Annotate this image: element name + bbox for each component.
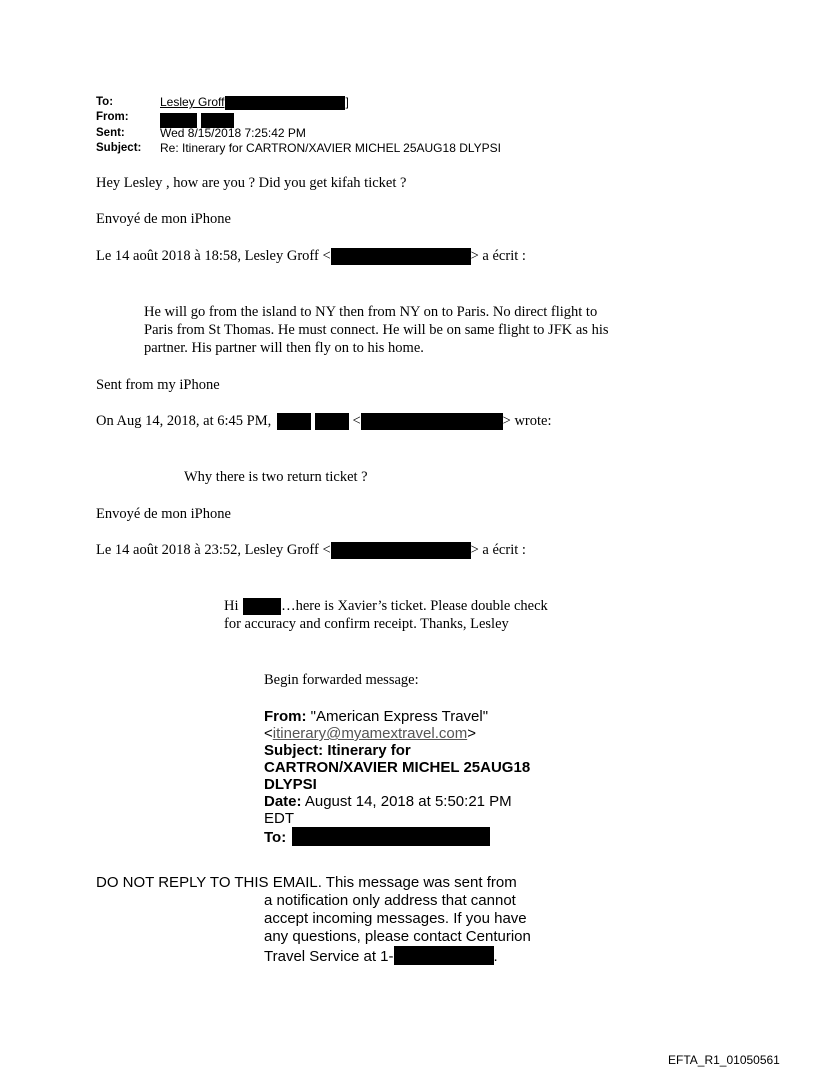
fwd-subject-l3 xyxy=(264,776,530,793)
hi-line xyxy=(224,598,548,615)
to-name: Lesley Groff xyxy=(160,95,225,109)
hi-prefix: Hi xyxy=(224,598,239,614)
signature-line: Envoyé de mon iPhone xyxy=(96,211,231,227)
subject-value: Re: Itinerary for CARTRON/XAVIER MICHEL 25AUG18 DLYPSI xyxy=(160,141,501,155)
notice-phone-prefix: Travel Service at 1- xyxy=(264,948,394,965)
fwd-email-line xyxy=(264,725,530,742)
fwd-subject-l1 xyxy=(264,742,530,759)
to-value xyxy=(160,95,349,110)
redaction xyxy=(315,413,349,430)
quote-header-prefix: Le 14 août 2018 à 18:58, Lesley Groff < xyxy=(96,248,331,264)
redaction xyxy=(361,413,503,430)
sent-label: Sent: xyxy=(96,127,125,139)
redaction xyxy=(394,946,494,965)
redaction xyxy=(277,413,311,430)
subject-label: Subject: xyxy=(96,142,142,154)
fwd-email-gt: > xyxy=(467,725,476,742)
quote-header xyxy=(96,248,526,265)
fwd-to-label: To: xyxy=(264,829,287,846)
fwd-from-label: From: xyxy=(264,708,307,725)
quote-header-suffix: > a écrit : xyxy=(470,248,526,264)
sent-value: Wed 8/15/2018 7:25:42 PM xyxy=(160,126,306,140)
fwd-subject-text: Subject: Itinerary for xyxy=(264,742,411,759)
begin-forwarded: Begin forwarded message: xyxy=(264,672,419,688)
greeting-line: Hey Lesley , how are you ? Did you get kifah ticket ? xyxy=(96,175,407,191)
redaction xyxy=(225,96,345,110)
quote-header-suffix: > a écrit : xyxy=(470,542,526,558)
notice-phone-suffix: . xyxy=(493,948,498,965)
redaction xyxy=(331,248,471,265)
fwd-email-lt: < xyxy=(264,725,273,742)
hi-rest: …here is Xavier’s ticket. Please double check xyxy=(281,598,548,614)
fwd-subject-l2 xyxy=(264,759,530,776)
from-label: From: xyxy=(96,111,129,123)
redaction xyxy=(292,827,490,846)
notice-line xyxy=(264,946,498,965)
signature-line: Sent from my iPhone xyxy=(96,377,220,393)
fwd-from-line xyxy=(264,708,530,725)
fwd-date-value: August 14, 2018 at 5:50:21 PM xyxy=(301,793,512,810)
quote-header xyxy=(96,542,526,559)
notice-line: a notification only address that cannot xyxy=(264,892,516,909)
paragraph-line: He will go from the island to NY then from NY on to Paris. No direct flight to xyxy=(144,304,598,320)
signature-line: Envoyé de mon iPhone xyxy=(96,506,231,522)
paragraph-line: Paris from St Thomas. He must connect. He will be on same flight to JFK as his xyxy=(144,322,609,338)
notice-line: DO NOT REPLY TO THIS EMAIL. This message was sent from xyxy=(96,874,517,891)
notice-line: accept incoming messages. If you have xyxy=(264,910,527,927)
fwd-subject-text: CARTRON/XAVIER MICHEL 25AUG18 xyxy=(264,759,531,776)
quote-header-prefix: Le 14 août 2018 à 23:52, Lesley Groff < xyxy=(96,542,331,558)
question-line: Why there is two return ticket ? xyxy=(184,469,368,485)
quote-header-lt: < xyxy=(352,413,361,429)
quote-header-suffix: > wrote: xyxy=(502,413,552,429)
document-id: EFTA_R1_01050561 xyxy=(668,1053,780,1067)
redaction xyxy=(331,542,471,559)
fwd-date-line xyxy=(264,793,530,810)
notice-line: any questions, please contact Centurion xyxy=(264,928,531,945)
forwarded-headers xyxy=(264,708,530,846)
quote-header xyxy=(96,413,552,430)
fwd-email-link[interactable]: itinerary@myamextravel.com xyxy=(272,725,468,742)
hi-line-2: for accuracy and confirm receipt. Thanks, Lesley xyxy=(224,616,509,632)
redaction xyxy=(243,598,281,615)
fwd-from-value: "American Express Travel" xyxy=(306,708,489,725)
to-label: To: xyxy=(96,96,114,108)
paragraph-line: partner. His partner will then fly on to his home. xyxy=(144,340,424,356)
fwd-date-label: Date: xyxy=(264,793,302,810)
quote-header-prefix: On Aug 14, 2018, at 6:45 PM, xyxy=(96,413,272,429)
to-bracket: ] xyxy=(345,95,349,109)
fwd-subject-text: DLYPSI xyxy=(264,776,317,793)
fwd-date-l2: EDT xyxy=(264,810,294,827)
fwd-to-line xyxy=(264,827,530,846)
